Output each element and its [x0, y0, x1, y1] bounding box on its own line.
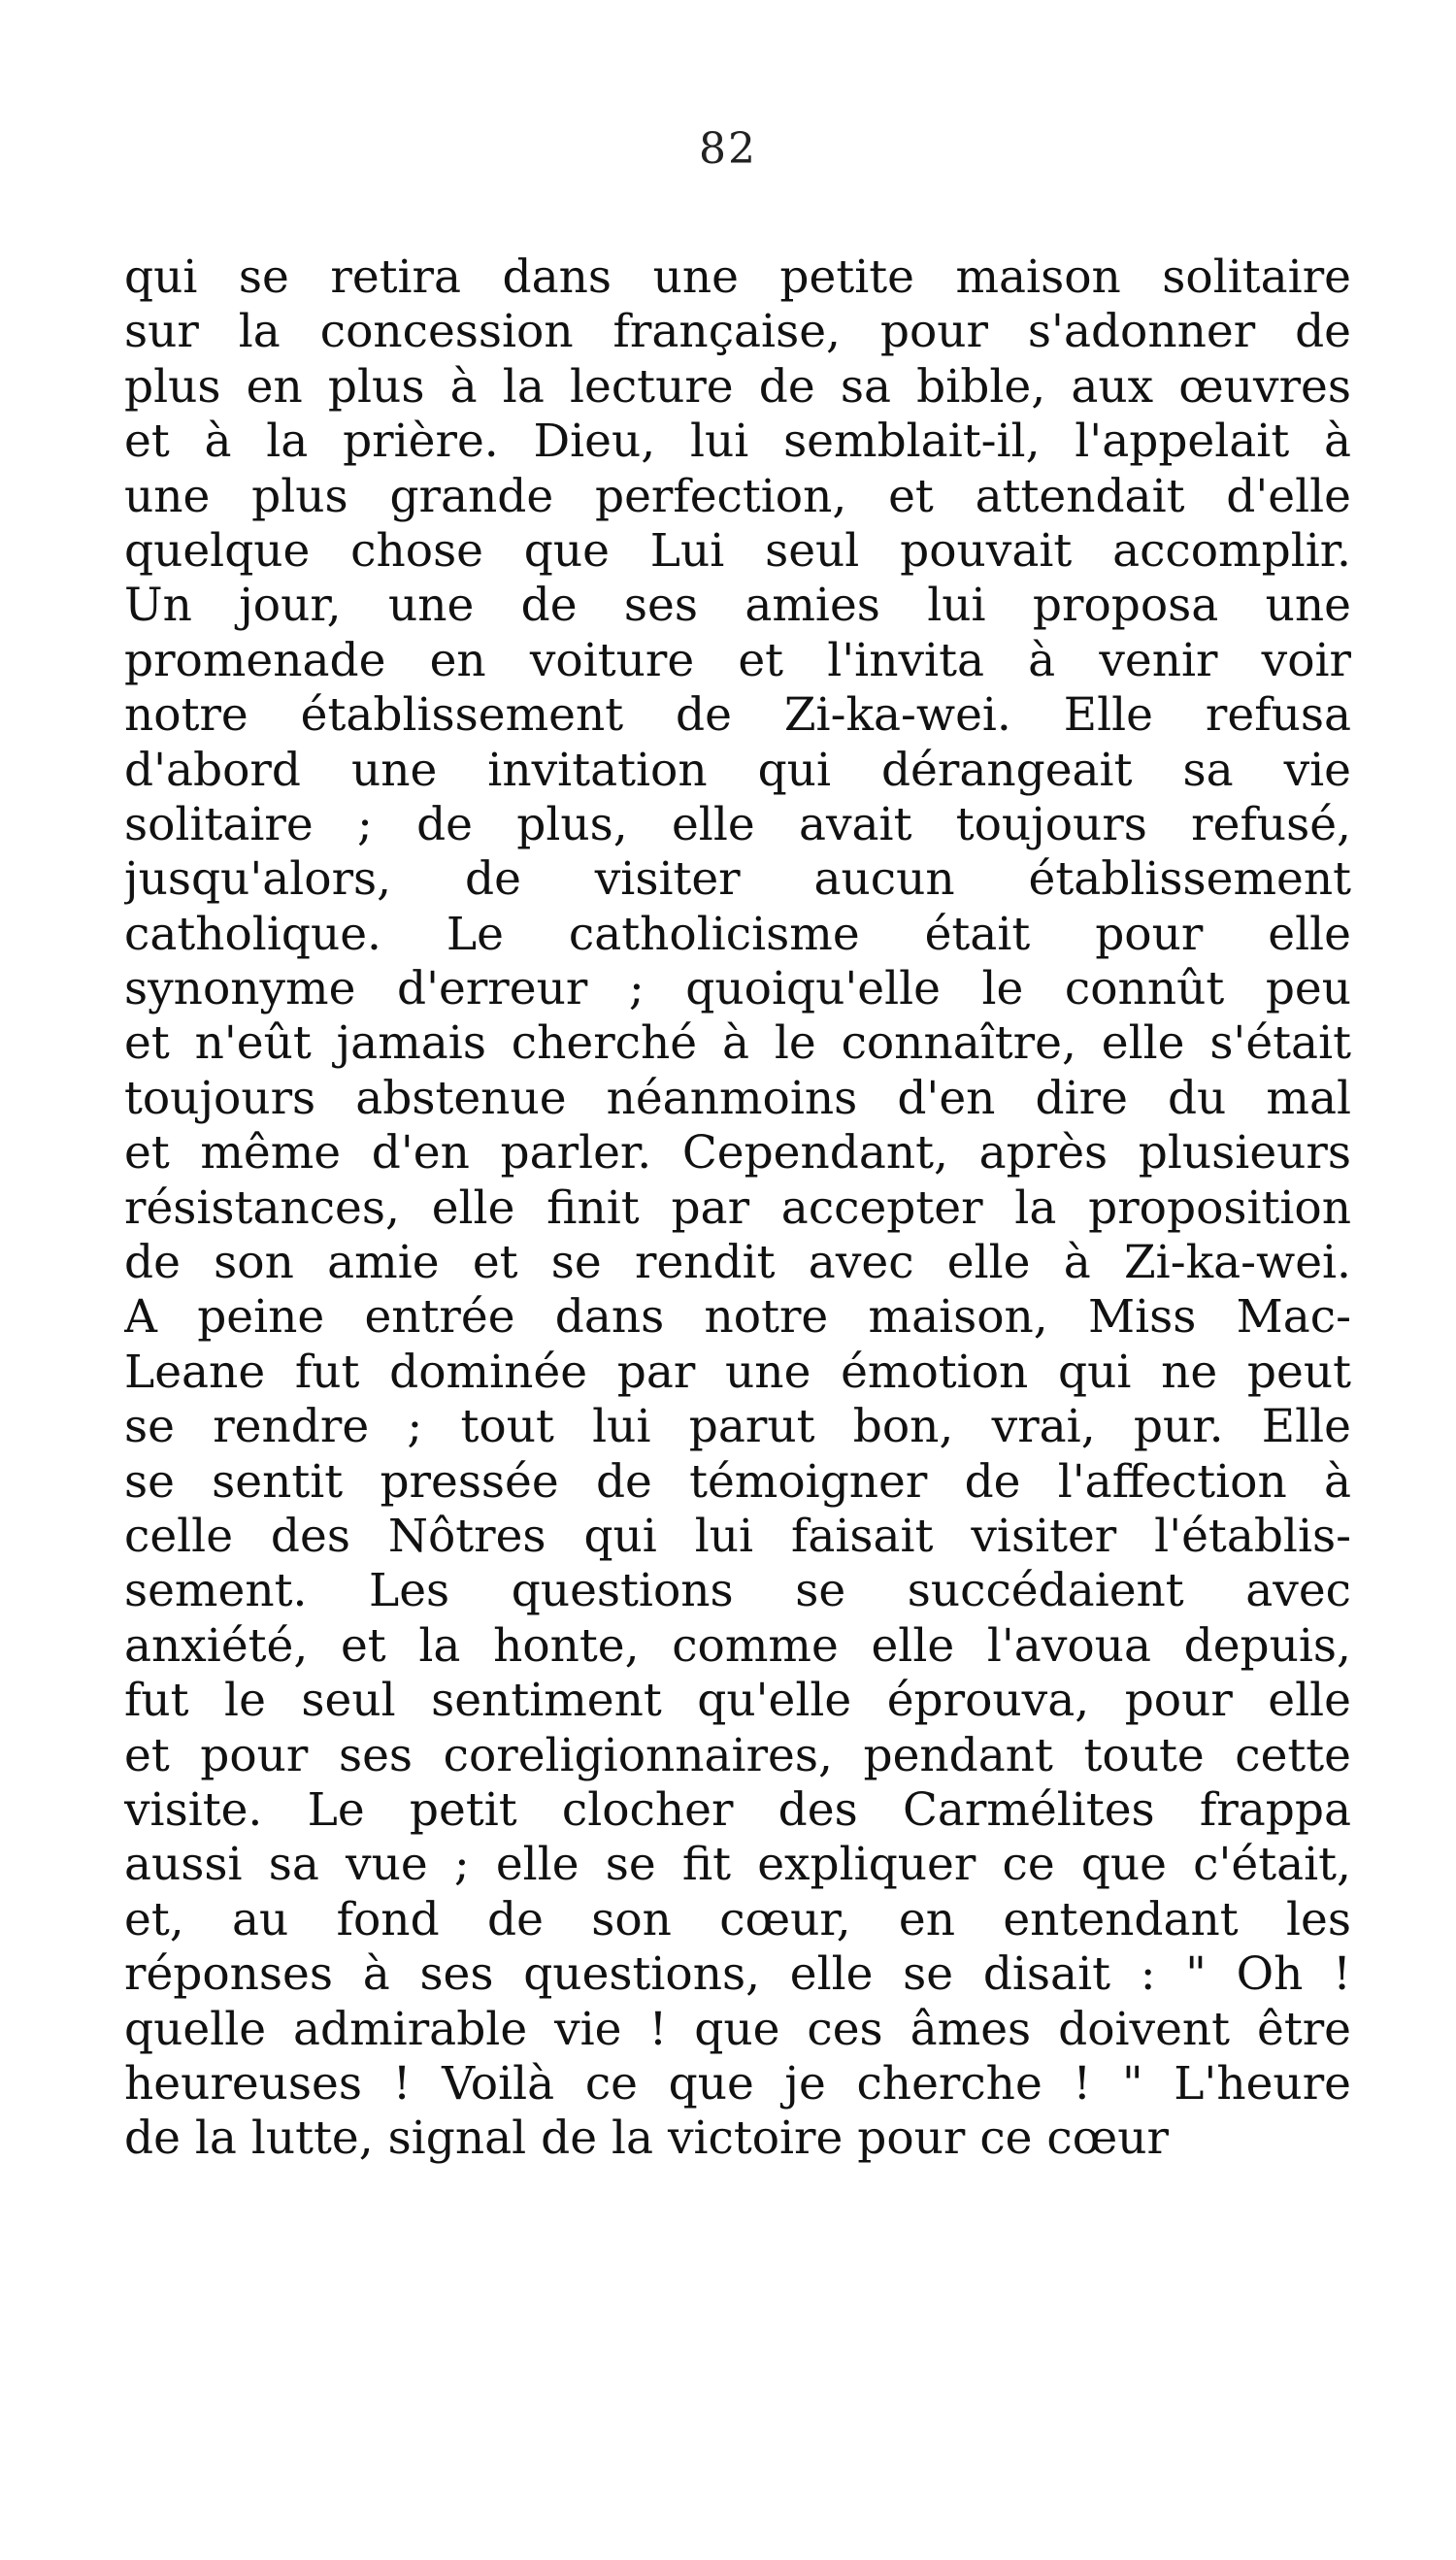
- text-line: anxiété, et la honte, comme elle l'avoua depuis,: [124, 1618, 1351, 1673]
- text-line: et pour ses coreligionnaires, pendant toute cette: [124, 1728, 1351, 1782]
- text-line: qui se retira dans une petite maison solitaire: [124, 250, 1351, 304]
- text-line: heureuses ! Voilà ce que je cherche ! " L'heure: [124, 2056, 1351, 2111]
- text-line: A peine entrée dans notre maison, Miss Mac-: [124, 1290, 1351, 1345]
- text-line: promenade en voiture et l'invita à venir voir: [124, 633, 1351, 687]
- text-line: toujours abstenue néanmoins d'en dire du mal: [124, 1071, 1351, 1125]
- text-line: et n'eût jamais cherché à le connaître, elle s'était: [124, 1016, 1351, 1071]
- text-line: visite. Le petit clocher des Carmélites frappa: [124, 1782, 1351, 1837]
- text-line: résistances, elle finit par accepter la proposition: [124, 1180, 1351, 1235]
- text-line: aussi sa vue ; elle se fit expliquer ce que c'était,: [124, 1838, 1351, 1892]
- text-line: et même d'en parler. Cependant, après plusieurs: [124, 1126, 1351, 1180]
- text-line: de son amie et se rendit avec elle à Zi-ka-wei.: [124, 1236, 1351, 1290]
- text-line: d'abord une invitation qui dérangeait sa vie: [124, 743, 1351, 797]
- text-line: notre établissement de Zi-ka-wei. Elle refusa: [124, 688, 1351, 743]
- text-line: plus en plus à la lecture de sa bible, aux œuvres: [124, 359, 1351, 414]
- text-line: se rendre ; tout lui parut bon, vrai, pur. Elle: [124, 1400, 1351, 1454]
- text-line: Leane fut dominée par une émotion qui ne peut: [124, 1345, 1351, 1399]
- text-line: Un jour, une de ses amies lui proposa une: [124, 579, 1351, 633]
- body-text: [124, 250, 1351, 2167]
- text-line: celle des Nôtres qui lui faisait visiter l'établis-: [124, 1509, 1351, 1563]
- text-line: solitaire ; de plus, elle avait toujours refusé,: [124, 797, 1351, 851]
- text-line: et à la prière. Dieu, lui semblait-il, l'appelait à: [124, 415, 1351, 469]
- text-line: jusqu'alors, de visiter aucun établissement: [124, 852, 1351, 907]
- text-line: catholique. Le catholicisme était pour elle: [124, 907, 1351, 961]
- text-line: sur la concession française, pour s'adonner de: [124, 305, 1351, 359]
- page-number: 82: [699, 124, 757, 174]
- text-line: sement. Les questions se succédaient avec: [124, 1564, 1351, 1618]
- text-line: fut le seul sentiment qu'elle éprouva, pour elle: [124, 1674, 1351, 1728]
- text-line: et, au fond de son cœur, en entendant les: [124, 1892, 1351, 1946]
- text-line: une plus grande perfection, et attendait d'elle: [124, 469, 1351, 523]
- text-line: se sentit pressée de témoigner de l'affection à: [124, 1454, 1351, 1509]
- text-line: de la lutte, signal de la victoire pour ce cœur: [124, 2111, 1169, 2166]
- text-line: synonyme d'erreur ; quoiqu'elle le connût peu: [124, 962, 1351, 1016]
- text-line: quelque chose que Lui seul pouvait accomplir.: [124, 523, 1351, 578]
- text-line: réponses à ses questions, elle se disait : " Oh !: [124, 1947, 1351, 2002]
- text-line: quelle admirable vie ! que ces âmes doivent être: [124, 2002, 1351, 2056]
